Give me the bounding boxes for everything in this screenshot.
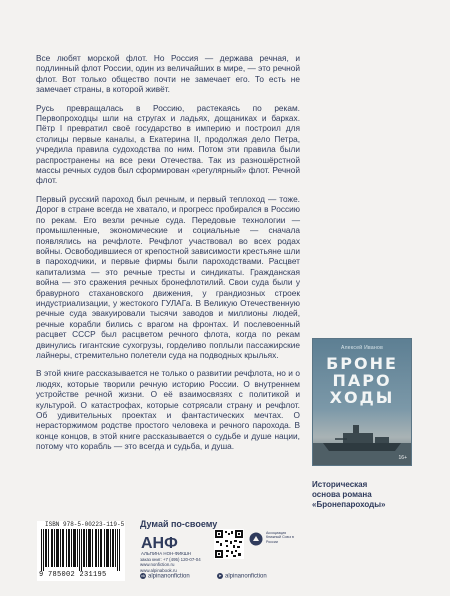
- paragraph-3: Первый русский пароход был речным, и первый теплоход — тоже. Дорог в стране всегда не хватало, и прогресс пробирался в Россию по рекам. Его везли речные суда. Передовые технологии — промышленные, экономические и социальные — сначала появлялись на речфлоте. Речфлот участвовал во всех родах войны. Освободившиеся от крепостной зависимости крестьяне шли в пароходчики, и первые фирмы были пароходствами. Расцвет капитализма — это речные тресты и синдикаты. Гражданская война — это сражения речных бронефлотилий. Свои суда были у бравурного стахановского движения, у грандиозных строек индустриализации, у жестокого ГУЛАГа. В Великую Отечественную речные суда эвакуировали тысячи заводов и миллионы людей, речные корабли бились с врагом на фронтах. И послевоенный расцвет СССР был расцветом речного флота, когда по рекам двинулись гигантские сухогрузы, горделиво поплыли пассажирские лайнеры, стремительно полетели суда на подводных крыльях.: [36, 193, 300, 360]
- publisher-logo-icon: [141, 533, 178, 552]
- vk-link[interactable]: [140, 573, 190, 580]
- caption-line: Историческая: [312, 480, 368, 489]
- publisher-slogan: Думай по-своему: [140, 519, 218, 529]
- cover-title-line: ХОДЫ: [329, 388, 395, 407]
- cover-author: Алексей Иванов: [340, 345, 384, 351]
- order-line: заказ книг: +7 (495) 120-07-04: [140, 557, 201, 562]
- qr-code-icon[interactable]: [214, 529, 244, 559]
- cover-title-line: ПАРО: [332, 371, 392, 390]
- paragraph-4: В этой книге рассказывается не только о развитии речфлота, но и о людях, которые творили речную историю России. О внутреннем устройстве речной жизни. О её взаимосвязях с политикой и культурой. О катастрофах, которые сотрясали страну и речфлот. Об удивительных проектах и фантастических мечтах. О нерасторжимом родстве простого человека и речного парохода. В конце концов, в этой книге рассказывается о судьбе и душе нации, потому что корабль — это всегда и судьба, и душа.: [36, 368, 300, 452]
- barcode-block: [37, 521, 125, 581]
- vk-handle: alpinanonfiction: [148, 573, 190, 580]
- ship-illustration: [313, 419, 411, 465]
- logo-text: АНФ: [141, 535, 178, 552]
- paragraph-2: Русь превращалась в Россию, растекаясь по рекам. Первопроходцы шли на стругах и ладьях, дощаниках и барках. Пётр I превратил своё государство в империю и построил для столицы первые каналы, а Екатерина II, продолжая дело Петра, учредила правила судоходства по ним. Потом эти правила были распространены на все реки Отечества. Так из разношёрстной массы речных судов был сформирован «регулярный» флот. Речной флот.: [36, 102, 300, 186]
- caption-line: основа романа: [312, 490, 372, 499]
- cover-title-line: БРОНЕ: [326, 354, 398, 373]
- annotation-text: [36, 53, 300, 460]
- caption-line: «Бронепароходы»: [312, 500, 386, 509]
- cover-caption: [312, 480, 432, 510]
- site-link[interactable]: www.nonfiction.ru: [140, 562, 175, 568]
- cover-title: [315, 355, 409, 406]
- paragraph-1: Все любят морской флот. Но Россия — держава речная, и подлинный флот России, один из величайших в мире, — это речной флот. Вот только общество почти не замечает его. То есть не замечает страны, в которой живёт.: [36, 53, 300, 95]
- related-book-cover: [312, 338, 412, 466]
- association-badge-icon: [249, 532, 263, 546]
- barcode-digits: 9 785002 231195: [39, 571, 107, 579]
- site-link-2[interactable]: www.alpinabook.ru: [140, 567, 177, 573]
- publisher-contacts: [140, 557, 210, 573]
- barcode-icon: [41, 529, 121, 571]
- vk-icon: vk: [141, 573, 145, 578]
- telegram-handle: alpinanonfiction: [225, 573, 267, 580]
- association-text: Ассоциация Книжный Союз в России: [266, 531, 294, 544]
- age-rating: 16+: [398, 455, 407, 461]
- telegram-icon: ➤: [218, 573, 222, 578]
- telegram-link[interactable]: [217, 573, 267, 580]
- publisher-name: АЛЬПИНА НОН-ФИКШН: [141, 551, 191, 556]
- isbn: ISBN 978-5-00223-119-5: [45, 521, 125, 528]
